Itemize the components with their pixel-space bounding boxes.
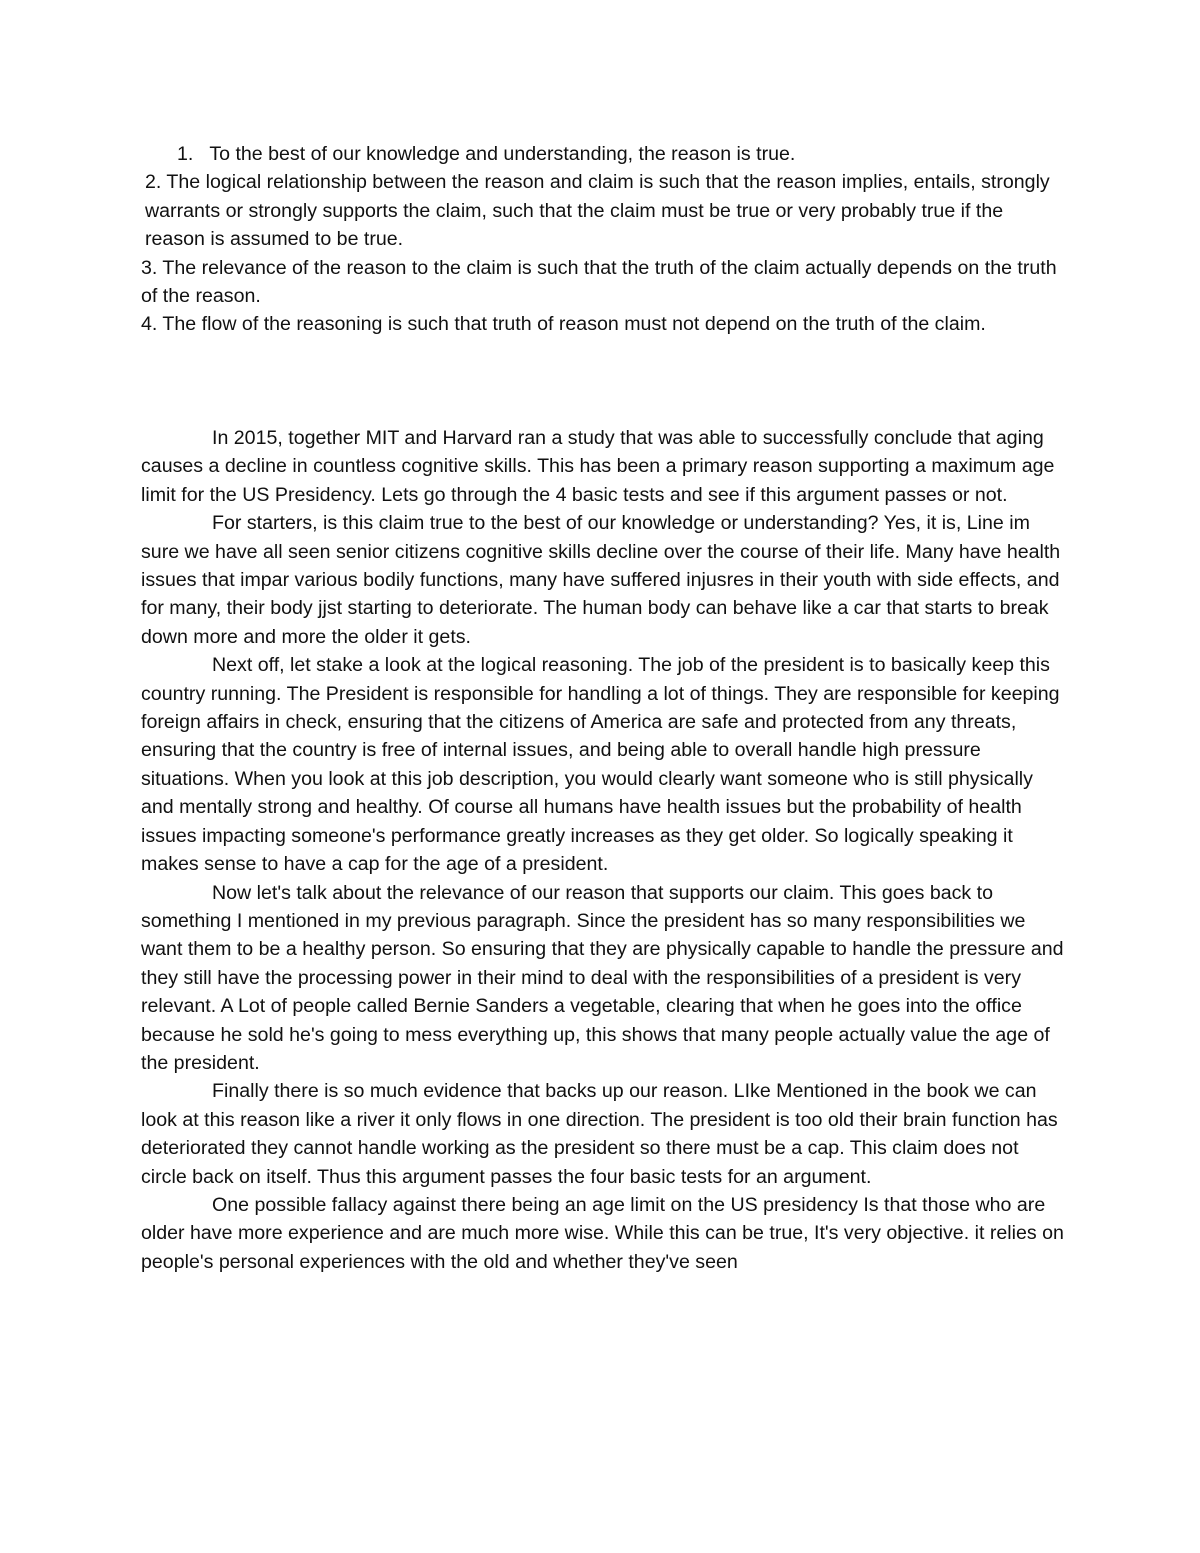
- paragraph-logic-test: Next off, let stake a look at the logical reasoning. The job of the president is to basically keep this country running. The President is responsible for handling a lot of things. They are responsible for keeping foreign affairs in check, ensuring that the citizens of America are safe and protected from any threats, ensuring that the country is free of internal issues, and being able to overall handle high pressure situations. When you look at this job description, you would clearly want someone who is still physically and mentally strong and healthy. Of course all humans have health issues but the probability of health issues impacting someone's performance greatly increases as they get older. So logically speaking it makes sense to have a cap for the age of a president.: [141, 654, 1060, 876]
- paragraph-truth-test: For starters, is this claim true to the best of our knowledge or understanding? Yes, it is, Line im sure we have all seen senior citizens cognitive skills decline over the course of their life. Many have health issues that impar various bodily functions, many have suffered injusres in their youth with side effects, and for many, their body jjst starting to deteriorate. The human body can behave like a car that starts to break down more and more the older it gets.: [141, 512, 1061, 648]
- paragraph-flow-test: Finally there is so much evidence that backs up our reason. LIke Mentioned in the book we can look at this reason like a river it only flows in one direction. The president is too old their brain function has deteriorated they cannot handle working as the president so there must be a cap. This claim does not circle back on itself. Thus this argument passes the four basic tests for an argument.: [141, 1080, 1058, 1188]
- criteria-item-2: 2. The logical relationship between the reason and claim is such that the reason implies, entails, strongly warrants or strongly supports the claim, such that the claim must be true or very probably true if the reason is assumed to be true.: [145, 171, 1050, 251]
- paragraph-relevance-test: Now let's talk about the relevance of our reason that supports our claim. This goes back to something I mentioned in my previous paragraph. Since the president has so many responsibilities we want them to be a healthy person. So ensuring that they are physically capable to handle the pressure and they still have the processing power in their mind to deal with the responsibilities of a president is very relevant. A Lot of people called Bernie Sanders a vegetable, clearing that when he goes into the office because he sold he's going to mess everything up, this shows that many people actually value the age of the president.: [141, 881, 1064, 1074]
- essay-body: [141, 424, 1066, 1276]
- criteria-list: [141, 140, 1066, 339]
- criteria-item-3: 3. The relevance of the reason to the claim is such that the truth of the claim actually depends on the truth of the reason.: [141, 256, 1057, 308]
- criteria-item-4: 4. The flow of the reasoning is such that truth of reason must not depend on the truth of the claim.: [141, 313, 986, 336]
- criteria-item-1: 1. To the best of our knowledge and understanding, the reason is true.: [177, 143, 796, 165]
- paragraph-fallacy: One possible fallacy against there being an age limit on the US presidency Is that those who are older have more experience and are much more wise. While this can be true, It's very objective. it relies on people's personal experiences with the old and whether they've seen: [141, 1193, 1064, 1273]
- paragraph-intro: In 2015, together MIT and Harvard ran a study that was able to successfully conclude that aging causes a decline in countless cognitive skills. This has been a primary reason supporting a maximum age limit for the US Presidency. Lets go through the 4 basic tests and see if this argument passes or not.: [141, 427, 1055, 506]
